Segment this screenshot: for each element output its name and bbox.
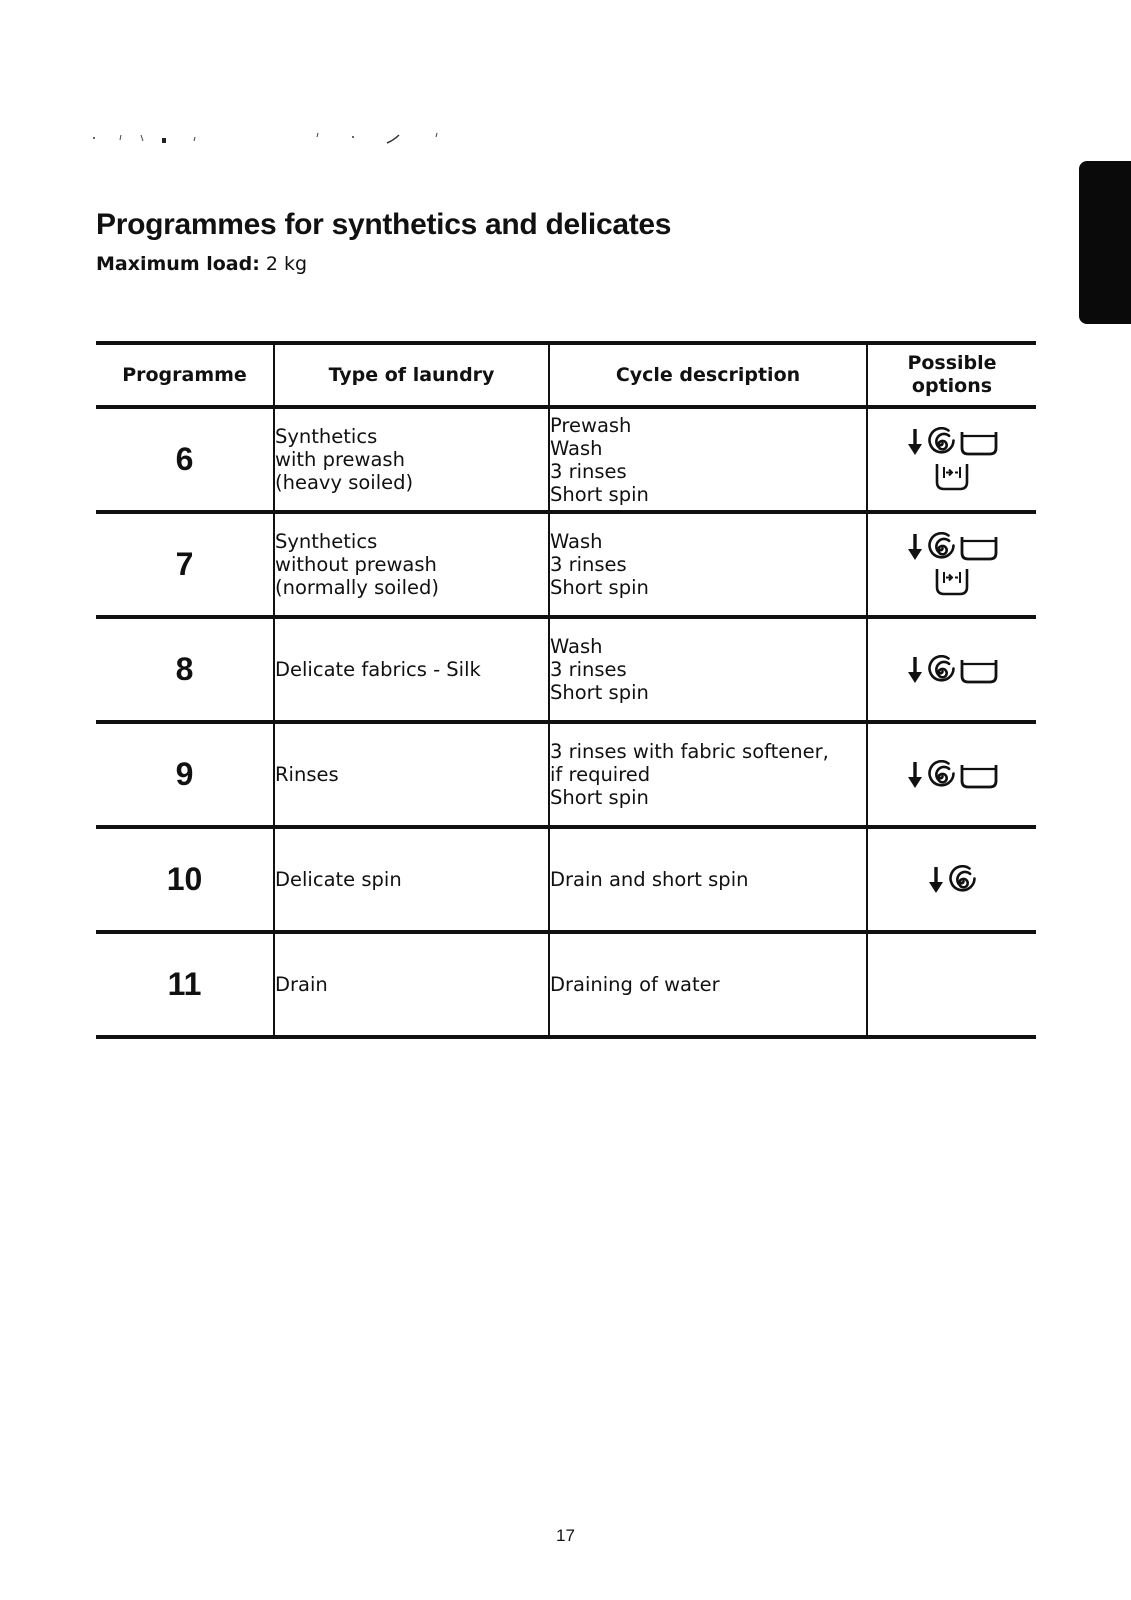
possible-options-cell — [867, 827, 1036, 932]
table-row — [96, 827, 1036, 932]
table-row — [96, 932, 1036, 1037]
drain-icon — [905, 427, 925, 457]
header-programme: Programme — [122, 363, 247, 386]
type-of-laundry-cell — [274, 617, 549, 722]
programme-number: 10 — [166, 861, 203, 897]
tub-icon — [959, 532, 999, 562]
table-header-row — [96, 343, 1036, 407]
cycle-description-line: 3 rinses — [550, 459, 627, 483]
cycle-description-line: Short spin — [550, 482, 649, 506]
scan-specks — [92, 132, 452, 148]
type-of-laundry-cell — [274, 932, 549, 1037]
programme-number: 8 — [175, 651, 194, 687]
header-options-line: options — [911, 375, 993, 397]
cycle-description-line: if required — [550, 763, 651, 786]
type-of-laundry-cell — [274, 512, 549, 617]
possible-options-cell — [867, 617, 1036, 722]
header-type-of-laundry: Type of laundry — [274, 343, 549, 407]
drain-icon — [905, 532, 925, 562]
programme-number: 6 — [175, 441, 194, 477]
type-of-laundry-cell — [274, 827, 549, 932]
table-row — [96, 512, 1036, 617]
possible-options-cell — [867, 512, 1036, 617]
cycle-description-line: Short spin — [550, 681, 649, 704]
table-row — [96, 722, 1036, 827]
stop-with-water-icon — [932, 566, 972, 598]
type-of-laundry-line: without prewash — [275, 553, 437, 576]
programme-table — [96, 341, 1036, 1039]
cycle-description-line: 3 rinses — [550, 553, 627, 576]
spin-icon — [927, 760, 957, 790]
type-of-laundry-line: Delicate spin — [275, 868, 402, 891]
spin-icon — [948, 865, 978, 895]
spin-icon — [927, 427, 957, 457]
cycle-description-cell — [549, 827, 867, 932]
drain-icon — [905, 760, 925, 790]
cycle-description-line: Wash — [550, 530, 603, 553]
cycle-description-line: Wash — [550, 436, 603, 460]
type-of-laundry-line: Delicate fabrics - Silk — [275, 658, 481, 681]
programme-number: 11 — [167, 966, 202, 1002]
cycle-description-line: 3 rinses with fabric softener, — [550, 740, 829, 763]
cycle-description-line: Wash — [550, 635, 603, 658]
cycle-description-line: 3 rinses — [550, 658, 627, 681]
page-title: Programmes for synthetics and delicates — [96, 208, 672, 241]
section-tab — [1079, 161, 1131, 324]
programme-number: 7 — [175, 546, 194, 582]
type-of-laundry-cell — [274, 722, 549, 827]
drain-icon — [905, 655, 925, 685]
table-row — [96, 407, 1036, 512]
table-row — [96, 617, 1036, 722]
programme-number: 9 — [175, 756, 194, 792]
header-options-line: Possible — [907, 352, 997, 374]
type-of-laundry-cell — [274, 407, 549, 512]
type-of-laundry-line: Drain — [275, 973, 328, 996]
cycle-description-cell — [549, 512, 867, 617]
header-possible-options — [867, 343, 1036, 407]
max-load-value: 2 kg — [259, 253, 308, 275]
drain-icon — [926, 865, 946, 895]
type-of-laundry-line: (normally soiled) — [275, 576, 439, 599]
possible-options-cell — [867, 407, 1036, 512]
cycle-description-cell — [549, 407, 867, 512]
max-load-label: Maximum load: — [96, 253, 260, 275]
type-of-laundry-line: Rinses — [275, 763, 339, 786]
possible-options-cell — [867, 932, 1036, 1037]
cycle-description-cell — [549, 617, 867, 722]
possible-options-cell — [867, 722, 1036, 827]
stop-with-water-icon — [932, 461, 972, 493]
cycle-description-line: Short spin — [550, 786, 649, 809]
cycle-description-line: Draining of water — [550, 973, 720, 996]
tub-icon — [959, 427, 999, 457]
type-of-laundry-line: (heavy soiled) — [275, 471, 414, 494]
cycle-description-line: Prewash — [550, 413, 632, 437]
spin-icon — [927, 532, 957, 562]
max-load — [96, 253, 307, 275]
cycle-description-line: Drain and short spin — [550, 868, 749, 891]
spin-icon — [927, 655, 957, 685]
cycle-description-cell — [549, 722, 867, 827]
type-of-laundry-line: Synthetics — [275, 425, 378, 448]
tub-icon — [959, 760, 999, 790]
cycle-description-line: Short spin — [550, 576, 649, 599]
header-cycle-description: Cycle description — [549, 343, 867, 407]
page-number: 17 — [556, 1526, 575, 1545]
tub-icon — [959, 655, 999, 685]
cycle-description-cell — [549, 932, 867, 1037]
type-of-laundry-line: with prewash — [275, 448, 405, 471]
type-of-laundry-line: Synthetics — [275, 530, 378, 553]
